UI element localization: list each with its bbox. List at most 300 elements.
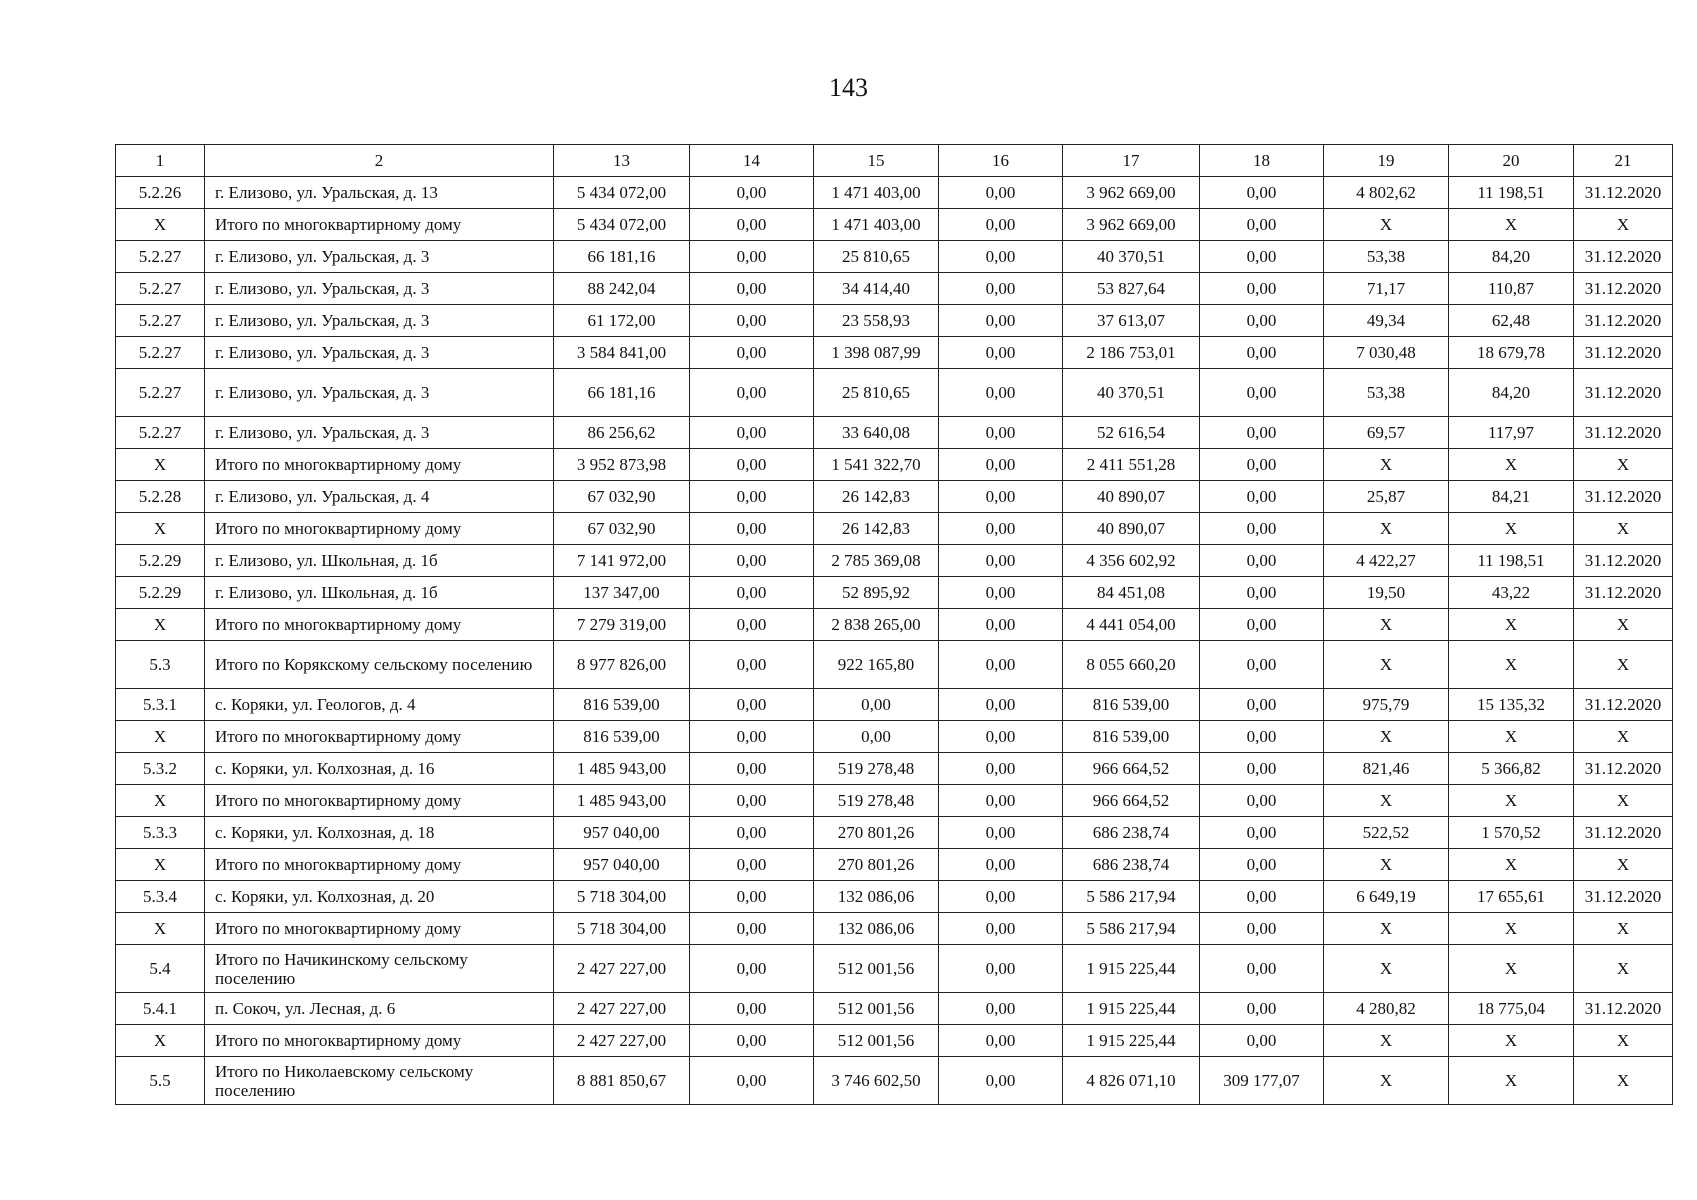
value-cell: 43,22 — [1449, 577, 1574, 609]
value-cell: 37 613,07 — [1063, 305, 1200, 337]
value-cell: X — [1574, 1025, 1673, 1057]
address-cell: с. Коряки, ул. Колхозная, д. 18 — [205, 817, 554, 849]
value-cell: X — [1324, 1025, 1449, 1057]
value-cell: 4 441 054,00 — [1063, 609, 1200, 641]
address-cell: г. Елизово, ул. Уральская, д. 3 — [205, 369, 554, 417]
value-cell: 686 238,74 — [1063, 817, 1200, 849]
value-cell: 8 055 660,20 — [1063, 641, 1200, 689]
value-cell: 31.12.2020 — [1574, 993, 1673, 1025]
value-cell: 957 040,00 — [554, 849, 690, 881]
value-cell: 512 001,56 — [814, 945, 939, 993]
value-cell: 0,00 — [690, 337, 814, 369]
value-cell: 0,00 — [690, 1025, 814, 1057]
value-cell: X — [1449, 513, 1574, 545]
value-cell: 0,00 — [690, 945, 814, 993]
column-number-header: 13 — [554, 145, 690, 177]
column-number-header: 14 — [690, 145, 814, 177]
value-cell: 66 181,16 — [554, 241, 690, 273]
value-cell: 2 427 227,00 — [554, 993, 690, 1025]
item-number-cell: X — [116, 513, 205, 545]
value-cell: 0,00 — [690, 881, 814, 913]
table-row — [116, 817, 1673, 849]
value-cell: 0,00 — [1200, 1025, 1324, 1057]
value-cell: X — [1324, 609, 1449, 641]
value-cell: 33 640,08 — [814, 417, 939, 449]
value-cell: 2 186 753,01 — [1063, 337, 1200, 369]
value-cell: 0,00 — [1200, 417, 1324, 449]
value-cell: 0,00 — [690, 545, 814, 577]
table-row — [116, 577, 1673, 609]
value-cell: 0,00 — [939, 993, 1063, 1025]
value-cell: X — [1449, 849, 1574, 881]
column-number-header: 16 — [939, 145, 1063, 177]
value-cell: 512 001,56 — [814, 1025, 939, 1057]
value-cell: 0,00 — [1200, 785, 1324, 817]
value-cell: X — [1449, 785, 1574, 817]
value-cell: 512 001,56 — [814, 993, 939, 1025]
value-cell: 0,00 — [690, 273, 814, 305]
value-cell: X — [1449, 1057, 1574, 1105]
value-cell: 52 895,92 — [814, 577, 939, 609]
value-cell: X — [1574, 209, 1673, 241]
value-cell: 31.12.2020 — [1574, 881, 1673, 913]
value-cell: 137 347,00 — [554, 577, 690, 609]
address-cell: с. Коряки, ул. Колхозная, д. 20 — [205, 881, 554, 913]
value-cell: 0,00 — [690, 577, 814, 609]
value-cell: 0,00 — [939, 1057, 1063, 1105]
value-cell: 52 616,54 — [1063, 417, 1200, 449]
address-cell: Итого по многоквартирному дому — [205, 721, 554, 753]
value-cell: 0,00 — [690, 913, 814, 945]
item-number-cell: 5.4.1 — [116, 993, 205, 1025]
value-cell: 1 915 225,44 — [1063, 945, 1200, 993]
value-cell: 0,00 — [690, 721, 814, 753]
value-cell: 31.12.2020 — [1574, 241, 1673, 273]
address-cell: Итого по Николаевскому сельскому поселению — [205, 1057, 554, 1105]
value-cell: 309 177,07 — [1200, 1057, 1324, 1105]
address-cell: г. Елизово, ул. Школьная, д. 1б — [205, 545, 554, 577]
value-cell: X — [1449, 609, 1574, 641]
value-cell: 40 890,07 — [1063, 513, 1200, 545]
table-row — [116, 241, 1673, 273]
column-number-header: 17 — [1063, 145, 1200, 177]
value-cell: 0,00 — [939, 369, 1063, 417]
value-cell: 86 256,62 — [554, 417, 690, 449]
value-cell: 0,00 — [1200, 849, 1324, 881]
value-cell: 816 539,00 — [1063, 721, 1200, 753]
value-cell: 5 366,82 — [1449, 753, 1574, 785]
item-number-cell: X — [116, 609, 205, 641]
value-cell: 5 434 072,00 — [554, 209, 690, 241]
value-cell: X — [1324, 849, 1449, 881]
page-number: 143 — [829, 73, 868, 102]
value-cell: 132 086,06 — [814, 913, 939, 945]
value-cell: 110,87 — [1449, 273, 1574, 305]
item-number-cell: X — [116, 913, 205, 945]
value-cell: X — [1324, 513, 1449, 545]
item-number-cell: 5.3.4 — [116, 881, 205, 913]
value-cell: 8 977 826,00 — [554, 641, 690, 689]
value-cell: 18 775,04 — [1449, 993, 1574, 1025]
value-cell: 0,00 — [1200, 241, 1324, 273]
value-cell: 1 398 087,99 — [814, 337, 939, 369]
value-cell: X — [1574, 721, 1673, 753]
value-cell: 922 165,80 — [814, 641, 939, 689]
value-cell: 0,00 — [939, 273, 1063, 305]
value-cell: 25 810,65 — [814, 241, 939, 273]
value-cell: X — [1574, 785, 1673, 817]
address-cell: г. Елизово, ул. Уральская, д. 4 — [205, 481, 554, 513]
value-cell: X — [1449, 913, 1574, 945]
value-cell: 84,20 — [1449, 241, 1574, 273]
table-row — [116, 913, 1673, 945]
value-cell: X — [1574, 641, 1673, 689]
table-row — [116, 481, 1673, 513]
item-number-cell: 5.2.27 — [116, 273, 205, 305]
item-number-cell: X — [116, 1025, 205, 1057]
value-cell: 31.12.2020 — [1574, 273, 1673, 305]
value-cell: 5 586 217,94 — [1063, 913, 1200, 945]
value-cell: 270 801,26 — [814, 817, 939, 849]
value-cell: 3 962 669,00 — [1063, 177, 1200, 209]
item-number-cell: X — [116, 721, 205, 753]
value-cell: 4 826 071,10 — [1063, 1057, 1200, 1105]
value-cell: 40 370,51 — [1063, 369, 1200, 417]
value-cell: 0,00 — [690, 993, 814, 1025]
table-row — [116, 369, 1673, 417]
value-cell: 31.12.2020 — [1574, 577, 1673, 609]
item-number-cell: 5.3.3 — [116, 817, 205, 849]
value-cell: 0,00 — [1200, 513, 1324, 545]
value-cell: 31.12.2020 — [1574, 369, 1673, 417]
value-cell: 4 422,27 — [1324, 545, 1449, 577]
value-cell: X — [1574, 849, 1673, 881]
address-cell: Итого по многоквартирному дому — [205, 609, 554, 641]
value-cell: 25 810,65 — [814, 369, 939, 417]
value-cell: 0,00 — [690, 241, 814, 273]
item-number-cell: X — [116, 209, 205, 241]
value-cell: 0,00 — [690, 369, 814, 417]
value-cell: 1 471 403,00 — [814, 209, 939, 241]
value-cell: 66 181,16 — [554, 369, 690, 417]
value-cell: 0,00 — [1200, 753, 1324, 785]
value-cell: 53,38 — [1324, 241, 1449, 273]
value-cell: 62,48 — [1449, 305, 1574, 337]
value-cell: 975,79 — [1324, 689, 1449, 721]
value-cell: 31.12.2020 — [1574, 417, 1673, 449]
table-row — [116, 513, 1673, 545]
value-cell: 0,00 — [1200, 545, 1324, 577]
value-cell: 7 141 972,00 — [554, 545, 690, 577]
value-cell: 0,00 — [1200, 577, 1324, 609]
value-cell: 69,57 — [1324, 417, 1449, 449]
value-cell: 67 032,90 — [554, 513, 690, 545]
value-cell: 816 539,00 — [1063, 689, 1200, 721]
value-cell: 519 278,48 — [814, 753, 939, 785]
value-cell: 1 915 225,44 — [1063, 993, 1200, 1025]
table-row — [116, 785, 1673, 817]
column-number-header: 18 — [1200, 145, 1324, 177]
table-container — [115, 144, 1672, 1105]
value-cell: 0,00 — [939, 577, 1063, 609]
value-cell: 40 370,51 — [1063, 241, 1200, 273]
value-cell: X — [1324, 449, 1449, 481]
value-cell: X — [1449, 945, 1574, 993]
address-cell: Итого по многоквартирному дому — [205, 513, 554, 545]
value-cell: 11 198,51 — [1449, 545, 1574, 577]
value-cell: X — [1324, 641, 1449, 689]
address-cell: с. Коряки, ул. Колхозная, д. 16 — [205, 753, 554, 785]
value-cell: 522,52 — [1324, 817, 1449, 849]
value-cell: 31.12.2020 — [1574, 481, 1673, 513]
value-cell: 8 881 850,67 — [554, 1057, 690, 1105]
value-cell: 0,00 — [939, 1025, 1063, 1057]
value-cell: 0,00 — [1200, 369, 1324, 417]
value-cell: X — [1324, 1057, 1449, 1105]
item-number-cell: 5.2.28 — [116, 481, 205, 513]
value-cell: X — [1449, 1025, 1574, 1057]
address-cell: Итого по многоквартирному дому — [205, 913, 554, 945]
value-cell: 0,00 — [1200, 945, 1324, 993]
value-cell: 0,00 — [690, 513, 814, 545]
value-cell: 5 718 304,00 — [554, 881, 690, 913]
value-cell: 957 040,00 — [554, 817, 690, 849]
table-row — [116, 545, 1673, 577]
value-cell: 0,00 — [1200, 177, 1324, 209]
address-cell: Итого по многоквартирному дому — [205, 209, 554, 241]
address-cell: Итого по многоквартирному дому — [205, 849, 554, 881]
table-row — [116, 417, 1673, 449]
value-cell: X — [1324, 209, 1449, 241]
value-cell: 1 570,52 — [1449, 817, 1574, 849]
table-row — [116, 689, 1673, 721]
item-number-cell: 5.3.1 — [116, 689, 205, 721]
value-cell: 2 785 369,08 — [814, 545, 939, 577]
value-cell: 0,00 — [690, 481, 814, 513]
value-cell: 71,17 — [1324, 273, 1449, 305]
item-number-cell: 5.2.27 — [116, 305, 205, 337]
value-cell: 270 801,26 — [814, 849, 939, 881]
item-number-cell: 5.2.27 — [116, 337, 205, 369]
value-cell: 31.12.2020 — [1574, 545, 1673, 577]
value-cell: 0,00 — [1200, 449, 1324, 481]
value-cell: 0,00 — [690, 417, 814, 449]
table-row — [116, 209, 1673, 241]
value-cell: 3 952 873,98 — [554, 449, 690, 481]
value-cell: 0,00 — [939, 449, 1063, 481]
address-cell: Итого по многоквартирному дому — [205, 1025, 554, 1057]
value-cell: 34 414,40 — [814, 273, 939, 305]
value-cell: 0,00 — [1200, 721, 1324, 753]
value-cell: 0,00 — [690, 785, 814, 817]
value-cell: 0,00 — [1200, 305, 1324, 337]
table-row — [116, 993, 1673, 1025]
value-cell: 0,00 — [939, 481, 1063, 513]
value-cell: 0,00 — [939, 721, 1063, 753]
value-cell: 0,00 — [690, 177, 814, 209]
value-cell: 966 664,52 — [1063, 785, 1200, 817]
value-cell: X — [1449, 641, 1574, 689]
value-cell: 0,00 — [939, 849, 1063, 881]
value-cell: 0,00 — [939, 177, 1063, 209]
value-cell: 0,00 — [690, 641, 814, 689]
value-cell: X — [1449, 209, 1574, 241]
address-cell: г. Елизово, ул. Уральская, д. 3 — [205, 273, 554, 305]
value-cell: X — [1574, 1057, 1673, 1105]
value-cell: 816 539,00 — [554, 689, 690, 721]
value-cell: 0,00 — [1200, 481, 1324, 513]
value-cell: 0,00 — [1200, 641, 1324, 689]
value-cell: 84 451,08 — [1063, 577, 1200, 609]
item-number-cell: X — [116, 449, 205, 481]
item-number-cell: 5.2.26 — [116, 177, 205, 209]
value-cell: 40 890,07 — [1063, 481, 1200, 513]
value-cell: 4 356 602,92 — [1063, 545, 1200, 577]
address-cell: Итого по многоквартирному дому — [205, 785, 554, 817]
table-row — [116, 641, 1673, 689]
value-cell: 31.12.2020 — [1574, 337, 1673, 369]
value-cell: 0,00 — [939, 241, 1063, 273]
table-row — [116, 305, 1673, 337]
value-cell: X — [1324, 785, 1449, 817]
value-cell: 0,00 — [690, 849, 814, 881]
table-row — [116, 449, 1673, 481]
value-cell: 0,00 — [690, 817, 814, 849]
address-cell: г. Елизово, ул. Уральская, д. 3 — [205, 337, 554, 369]
address-cell: Итого по многоквартирному дому — [205, 449, 554, 481]
value-cell: 0,00 — [939, 545, 1063, 577]
value-cell: X — [1574, 513, 1673, 545]
value-cell: 686 238,74 — [1063, 849, 1200, 881]
value-cell: 0,00 — [1200, 913, 1324, 945]
value-cell: 0,00 — [690, 209, 814, 241]
value-cell: X — [1324, 913, 1449, 945]
table-row — [116, 881, 1673, 913]
data-table — [115, 144, 1673, 1105]
item-number-cell: X — [116, 785, 205, 817]
value-cell: 0,00 — [690, 753, 814, 785]
column-number-header: 21 — [1574, 145, 1673, 177]
value-cell: 0,00 — [1200, 817, 1324, 849]
value-cell: 2 411 551,28 — [1063, 449, 1200, 481]
value-cell: 132 086,06 — [814, 881, 939, 913]
value-cell: 966 664,52 — [1063, 753, 1200, 785]
value-cell: 18 679,78 — [1449, 337, 1574, 369]
value-cell: X — [1574, 945, 1673, 993]
column-number-header: 15 — [814, 145, 939, 177]
table-row — [116, 945, 1673, 993]
value-cell: 84,21 — [1449, 481, 1574, 513]
value-cell: 26 142,83 — [814, 513, 939, 545]
address-cell: г. Елизово, ул. Школьная, д. 1б — [205, 577, 554, 609]
value-cell: 0,00 — [939, 753, 1063, 785]
item-number-cell: 5.2.27 — [116, 369, 205, 417]
table-row — [116, 337, 1673, 369]
value-cell: 0,00 — [939, 785, 1063, 817]
value-cell: 0,00 — [939, 417, 1063, 449]
value-cell: 23 558,93 — [814, 305, 939, 337]
value-cell: 7 279 319,00 — [554, 609, 690, 641]
table-body — [116, 145, 1673, 1105]
value-cell: 1 541 322,70 — [814, 449, 939, 481]
column-number-header: 2 — [205, 145, 554, 177]
value-cell: 4 280,82 — [1324, 993, 1449, 1025]
value-cell: 1 485 943,00 — [554, 785, 690, 817]
value-cell: 0,00 — [1200, 689, 1324, 721]
value-cell: 0,00 — [690, 609, 814, 641]
value-cell: 15 135,32 — [1449, 689, 1574, 721]
value-cell: 31.12.2020 — [1574, 753, 1673, 785]
table-row — [116, 721, 1673, 753]
address-cell: Итого по Корякскому сельскому поселению — [205, 641, 554, 689]
table-row — [116, 1025, 1673, 1057]
table-row — [116, 609, 1673, 641]
value-cell: 5 586 217,94 — [1063, 881, 1200, 913]
table-header-row — [116, 145, 1673, 177]
value-cell: 0,00 — [690, 689, 814, 721]
value-cell: 11 198,51 — [1449, 177, 1574, 209]
value-cell: 88 242,04 — [554, 273, 690, 305]
address-cell: п. Сокоч, ул. Лесная, д. 6 — [205, 993, 554, 1025]
value-cell: 84,20 — [1449, 369, 1574, 417]
value-cell: 0,00 — [939, 881, 1063, 913]
value-cell: 6 649,19 — [1324, 881, 1449, 913]
address-cell: с. Коряки, ул. Геологов, д. 4 — [205, 689, 554, 721]
value-cell: 26 142,83 — [814, 481, 939, 513]
value-cell: 3 584 841,00 — [554, 337, 690, 369]
value-cell: 519 278,48 — [814, 785, 939, 817]
value-cell: 1 485 943,00 — [554, 753, 690, 785]
value-cell: 67 032,90 — [554, 481, 690, 513]
value-cell: 53 827,64 — [1063, 273, 1200, 305]
item-number-cell: 5.2.29 — [116, 577, 205, 609]
value-cell: 0,00 — [939, 609, 1063, 641]
column-number-header: 1 — [116, 145, 205, 177]
value-cell: 0,00 — [814, 689, 939, 721]
value-cell: 53,38 — [1324, 369, 1449, 417]
item-number-cell: 5.3 — [116, 641, 205, 689]
value-cell: 0,00 — [1200, 993, 1324, 1025]
value-cell: 4 802,62 — [1324, 177, 1449, 209]
value-cell: 0,00 — [1200, 337, 1324, 369]
value-cell: 816 539,00 — [554, 721, 690, 753]
value-cell: 31.12.2020 — [1574, 305, 1673, 337]
value-cell: X — [1324, 945, 1449, 993]
value-cell: X — [1574, 609, 1673, 641]
address-cell: г. Елизово, ул. Уральская, д. 3 — [205, 241, 554, 273]
value-cell: 0,00 — [939, 913, 1063, 945]
table-row — [116, 177, 1673, 209]
value-cell: 25,87 — [1324, 481, 1449, 513]
item-number-cell: 5.4 — [116, 945, 205, 993]
value-cell: 0,00 — [690, 449, 814, 481]
value-cell: 0,00 — [939, 689, 1063, 721]
value-cell: 2 427 227,00 — [554, 945, 690, 993]
address-cell: г. Елизово, ул. Уральская, д. 3 — [205, 305, 554, 337]
value-cell: 5 718 304,00 — [554, 913, 690, 945]
table-row — [116, 273, 1673, 305]
item-number-cell: 5.5 — [116, 1057, 205, 1105]
value-cell: 2 838 265,00 — [814, 609, 939, 641]
column-number-header: 20 — [1449, 145, 1574, 177]
value-cell: X — [1449, 721, 1574, 753]
value-cell: X — [1449, 449, 1574, 481]
value-cell: X — [1574, 449, 1673, 481]
value-cell: X — [1574, 913, 1673, 945]
value-cell: 61 172,00 — [554, 305, 690, 337]
value-cell: 31.12.2020 — [1574, 817, 1673, 849]
value-cell: 0,00 — [1200, 881, 1324, 913]
